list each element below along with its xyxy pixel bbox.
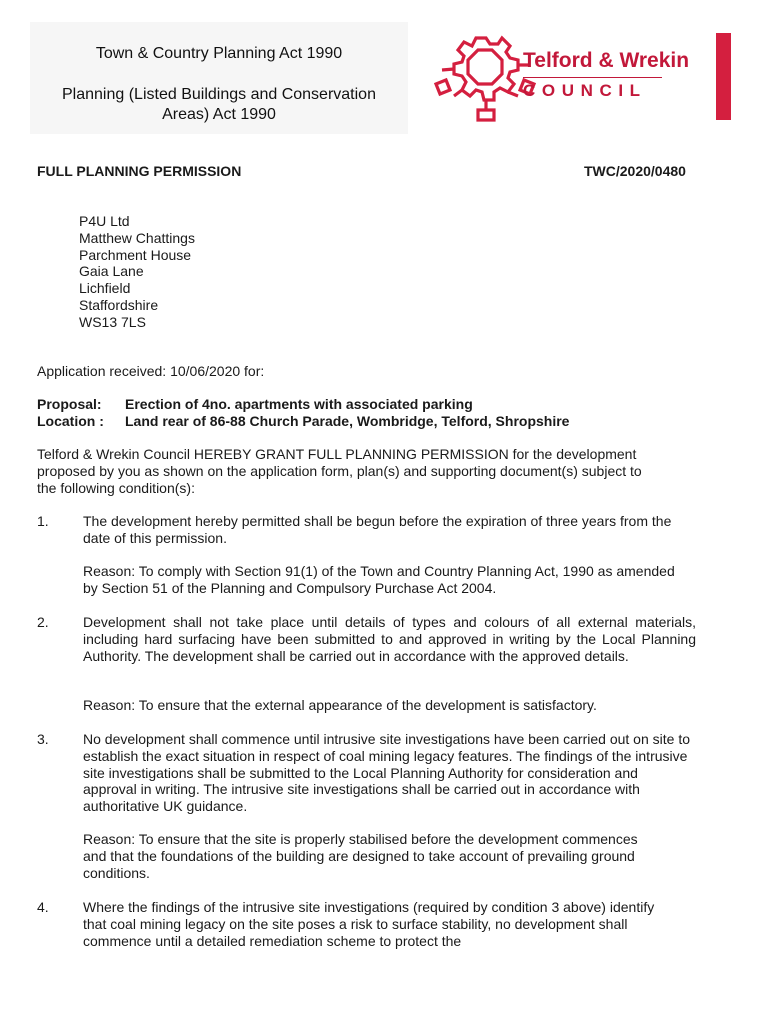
proposal-row bbox=[37, 396, 473, 413]
condition-reason: Reason: To ensure that the site is properly stabilised before the development commences and that the foundations of the building are designed to take account of prevailing ground conditions. bbox=[83, 831, 638, 881]
condition-text: No development shall commence until intrusive site investigations have been carried out on site to establish the exact situation in respect of coal mining legacy features. The findings of the intrusive site investigations shall be submitted to the Local Planning Authority for consideration and approval in writing. The intrusive site investigations shall be carried out in accordance with authoritative UK guidance. bbox=[83, 731, 690, 815]
condition-number: 2. bbox=[37, 614, 49, 630]
logo-divider bbox=[523, 77, 662, 78]
grant-statement: Telford & Wrekin Council HEREBY GRANT FULL PLANNING PERMISSION for the development proposed by you as shown on the application form, plan(s) and supporting document(s) subject to the following condition(s): bbox=[37, 446, 642, 496]
address-line: Lichfield bbox=[79, 280, 131, 297]
address-line: P4U Ltd bbox=[79, 213, 130, 229]
brand-accent-bar bbox=[716, 33, 731, 120]
condition-number: 3. bbox=[37, 731, 49, 747]
address-line: Parchment House bbox=[79, 246, 192, 263]
telford-wrekin-logo-icon bbox=[432, 34, 672, 122]
act-title-2: Planning (Listed Buildings and Conservation Areas) Act 1990 bbox=[62, 86, 376, 123]
logo-name: Telford & Wrekin bbox=[523, 49, 690, 72]
address-line: WS13 7LS bbox=[79, 313, 146, 330]
condition-reason: Reason: To ensure that the external appearance of the development is satisfactory. bbox=[83, 697, 597, 713]
application-received: Application received: 10/06/2020 for: bbox=[37, 363, 265, 379]
address-line: Staffordshire bbox=[79, 296, 159, 313]
condition-number: 1. bbox=[37, 513, 49, 529]
condition-text: Where the findings of the intrusive site investigations (required by condition 3 above) identify that coal mining legacy on the site poses a risk to surface stability, no development shall commence until a detailed remediation scheme to protect the bbox=[83, 899, 655, 949]
proposal-value: Erection of 4no. apartments with associated parking bbox=[125, 396, 473, 412]
condition-text: The development hereby permitted shall be begun before the expiration of three years from the date of this permission. bbox=[83, 513, 672, 546]
address-line: Gaia Lane bbox=[79, 263, 144, 280]
applicant-address bbox=[79, 213, 195, 331]
logo-council: COUNCIL bbox=[523, 81, 647, 100]
proposal-label: Proposal: bbox=[37, 396, 102, 412]
condition-number: 4. bbox=[37, 899, 49, 915]
condition-text: Development shall not take place until details of types and colours of all external materials, including hard surfacing have been submitted to and approved in writing by the Local Planning Authority. The development shall be carried out in accordance with the approved details. bbox=[83, 614, 696, 664]
act-title-1: Town & Country Planning Act 1990 bbox=[95, 45, 343, 62]
condition-reason: Reason: To comply with Section 91(1) of the Town and Country Planning Act, 1990 as amended by Section 51 of the Planning and Compulsory Purchase Act 2004. bbox=[83, 563, 675, 596]
decision-reference: TWC/2020/0480 bbox=[584, 163, 686, 179]
location-label: Location : bbox=[37, 413, 104, 429]
address-line: Matthew Chattings bbox=[79, 229, 195, 246]
location-row bbox=[37, 413, 569, 430]
decision-title: FULL PLANNING PERMISSION bbox=[37, 163, 242, 179]
location-value: Land rear of 86-88 Church Parade, Wombridge, Telford, Shropshire bbox=[125, 413, 570, 429]
